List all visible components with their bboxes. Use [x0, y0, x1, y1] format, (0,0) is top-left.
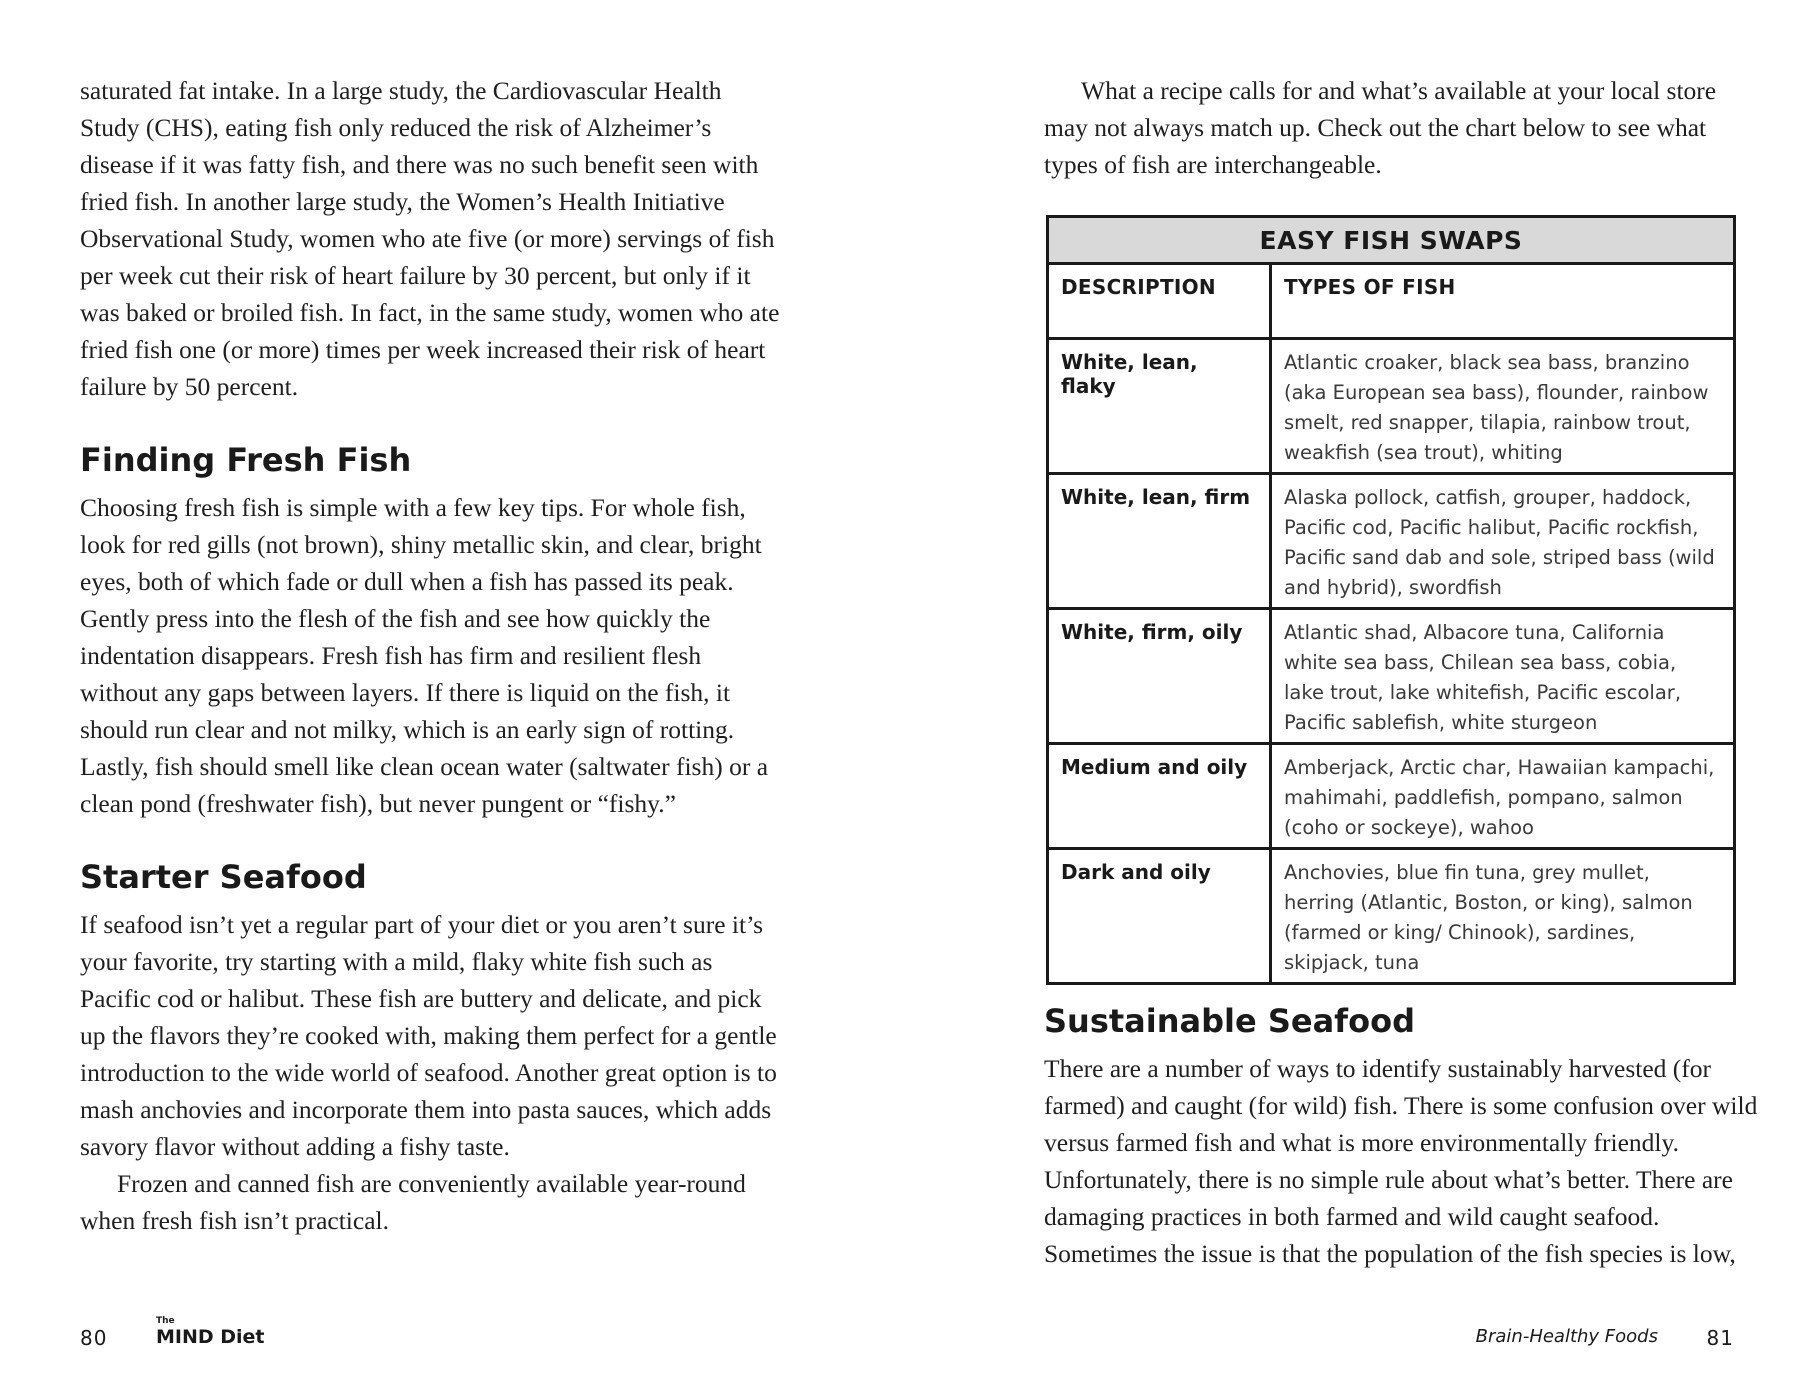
row-description: Dark and oily: [1048, 849, 1271, 984]
column-header-description: DESCRIPTION: [1048, 264, 1271, 339]
table-header-row: [1048, 264, 1735, 339]
chart-intro-paragraph: What a recipe calls for and what’s available at your local store may not always match up. Check out the chart below to see what types of fish are interchangeable.: [1044, 76, 1717, 179]
row-types: Anchovies, blue fin tuna, grey mullet, herring (Atlantic, Boston, or king), salmon (farmed or king/ Chinook), sardines, skipjack, tuna: [1271, 849, 1735, 984]
row-description: Medium and oily: [1048, 744, 1271, 849]
sustainable-seafood-paragraph: There are a number of ways to identify sustainably harvested (for farmed) and caught (for wild) fish. There is some confusion over wild versus farmed fish and what is more environmentally friendly. Unfortunately, there is no simple rule about what’s better. There are damaging practices in both farmed and wild caught seafood. Sometimes the issue is that the population of the fish species is low,: [1044, 1054, 1758, 1268]
starter-seafood-paragraph: If seafood isn’t yet a regular part of your diet or you aren’t sure it’s your favorite, try starting with a mild, flaky white fish such as Pacific cod or halibut. These fish are buttery and delicate, and pick up the flavors they’re cooked with, making them perfect for a gentle introduction to the wide world of seafood. Another great option is to mash anchovies and incorporate them into pasta sauces, which adds savory flavor without adding a fishy taste.: [80, 910, 777, 1161]
section-heading-sustainable-seafood: Sustainable Seafood: [1044, 1002, 1415, 1040]
intro-paragraph: saturated fat intake. In a large study, the Cardiovascular Health Study (CHS), eating fish only reduced the risk of Alzheimer’s disease if it was fatty fish, and there was no such benefit seen with fried fish. In another large study, the Women’s Health Initiative Observational Study, women who ate five (or more) servings of fish per week cut their risk of heart failure by 30 percent, but only if it was baked or broiled fish. In fact, in the same study, women who ate fried fish one (or more) times per week increased their risk of heart failure by 50 percent.: [80, 76, 780, 401]
table-row: [1048, 849, 1735, 984]
table-row: [1048, 744, 1735, 849]
row-description: White, firm, oily: [1048, 609, 1271, 744]
finding-fresh-fish-paragraph: Choosing fresh fish is simple with a few key tips. For whole fish, look for red gills (not brown), shiny metallic skin, and clear, bright eyes, both of which fade or dull when a fish has passed its peak. Gently press into the flesh of the fish and see how quickly the indentation disappears. Fresh fish has firm and resilient flesh without any gaps between layers. If there is liquid on the fish, it should run clear and not milky, which is an early sign of rotting. Lastly, fish should smell like clean ocean water (saltwater fish) or a clean pond (freshwater fish), but never pungent or “fishy.”: [80, 493, 769, 818]
table-row: [1048, 339, 1735, 474]
row-description: White, lean, flaky: [1048, 339, 1271, 474]
row-types: Alaska pollock, catfish, grouper, haddock, Pacific cod, Pacific halibut, Pacific rockfish, Pacific sand dab and sole, striped bass (wild and hybrid), swordfish: [1271, 474, 1735, 609]
frozen-canned-paragraph: Frozen and canned fish are conveniently available year-round when fresh fish isn’t practical.: [80, 1169, 746, 1235]
column-header-types: TYPES OF FISH: [1271, 264, 1735, 339]
book-title: MIND Diet: [156, 1326, 265, 1348]
row-types: Atlantic shad, Albacore tuna, California white sea bass, Chilean sea bass, cobia, lake trout, lake whitefish, Pacific escolar, Pacific sablefish, white sturgeon: [1271, 609, 1735, 744]
sustainable-seafood-section: [1044, 1000, 1764, 1272]
left-text-column: [80, 72, 780, 1239]
right-text-column: [1044, 72, 1764, 183]
right-page: [904, 0, 1808, 1396]
table-row: [1048, 609, 1735, 744]
row-types: Atlantic croaker, black sea bass, branzino (aka European sea bass), flounder, rainbow smelt, red snapper, tilapia, rainbow trout, weakfish (sea trout), whiting: [1271, 339, 1735, 474]
easy-fish-swaps-table: [1046, 215, 1736, 985]
page-number-right: 81: [1706, 1326, 1734, 1350]
table-title: EASY FISH SWAPS: [1048, 217, 1735, 264]
row-description: White, lean, firm: [1048, 474, 1271, 609]
row-types: Amberjack, Arctic char, Hawaiian kampachi, mahimahi, paddlefish, pompano, salmon (coho or sockeye), wahoo: [1271, 744, 1735, 849]
running-title-book: [156, 1316, 265, 1348]
page-number-left: 80: [80, 1326, 108, 1350]
section-heading-starter-seafood: Starter Seafood: [80, 858, 367, 896]
table-row: [1048, 474, 1735, 609]
book-title-small: The: [156, 1316, 175, 1326]
running-title-chapter: Brain-Healthy Foods: [1475, 1326, 1658, 1347]
section-heading-finding-fresh-fish: Finding Fresh Fish: [80, 441, 412, 479]
